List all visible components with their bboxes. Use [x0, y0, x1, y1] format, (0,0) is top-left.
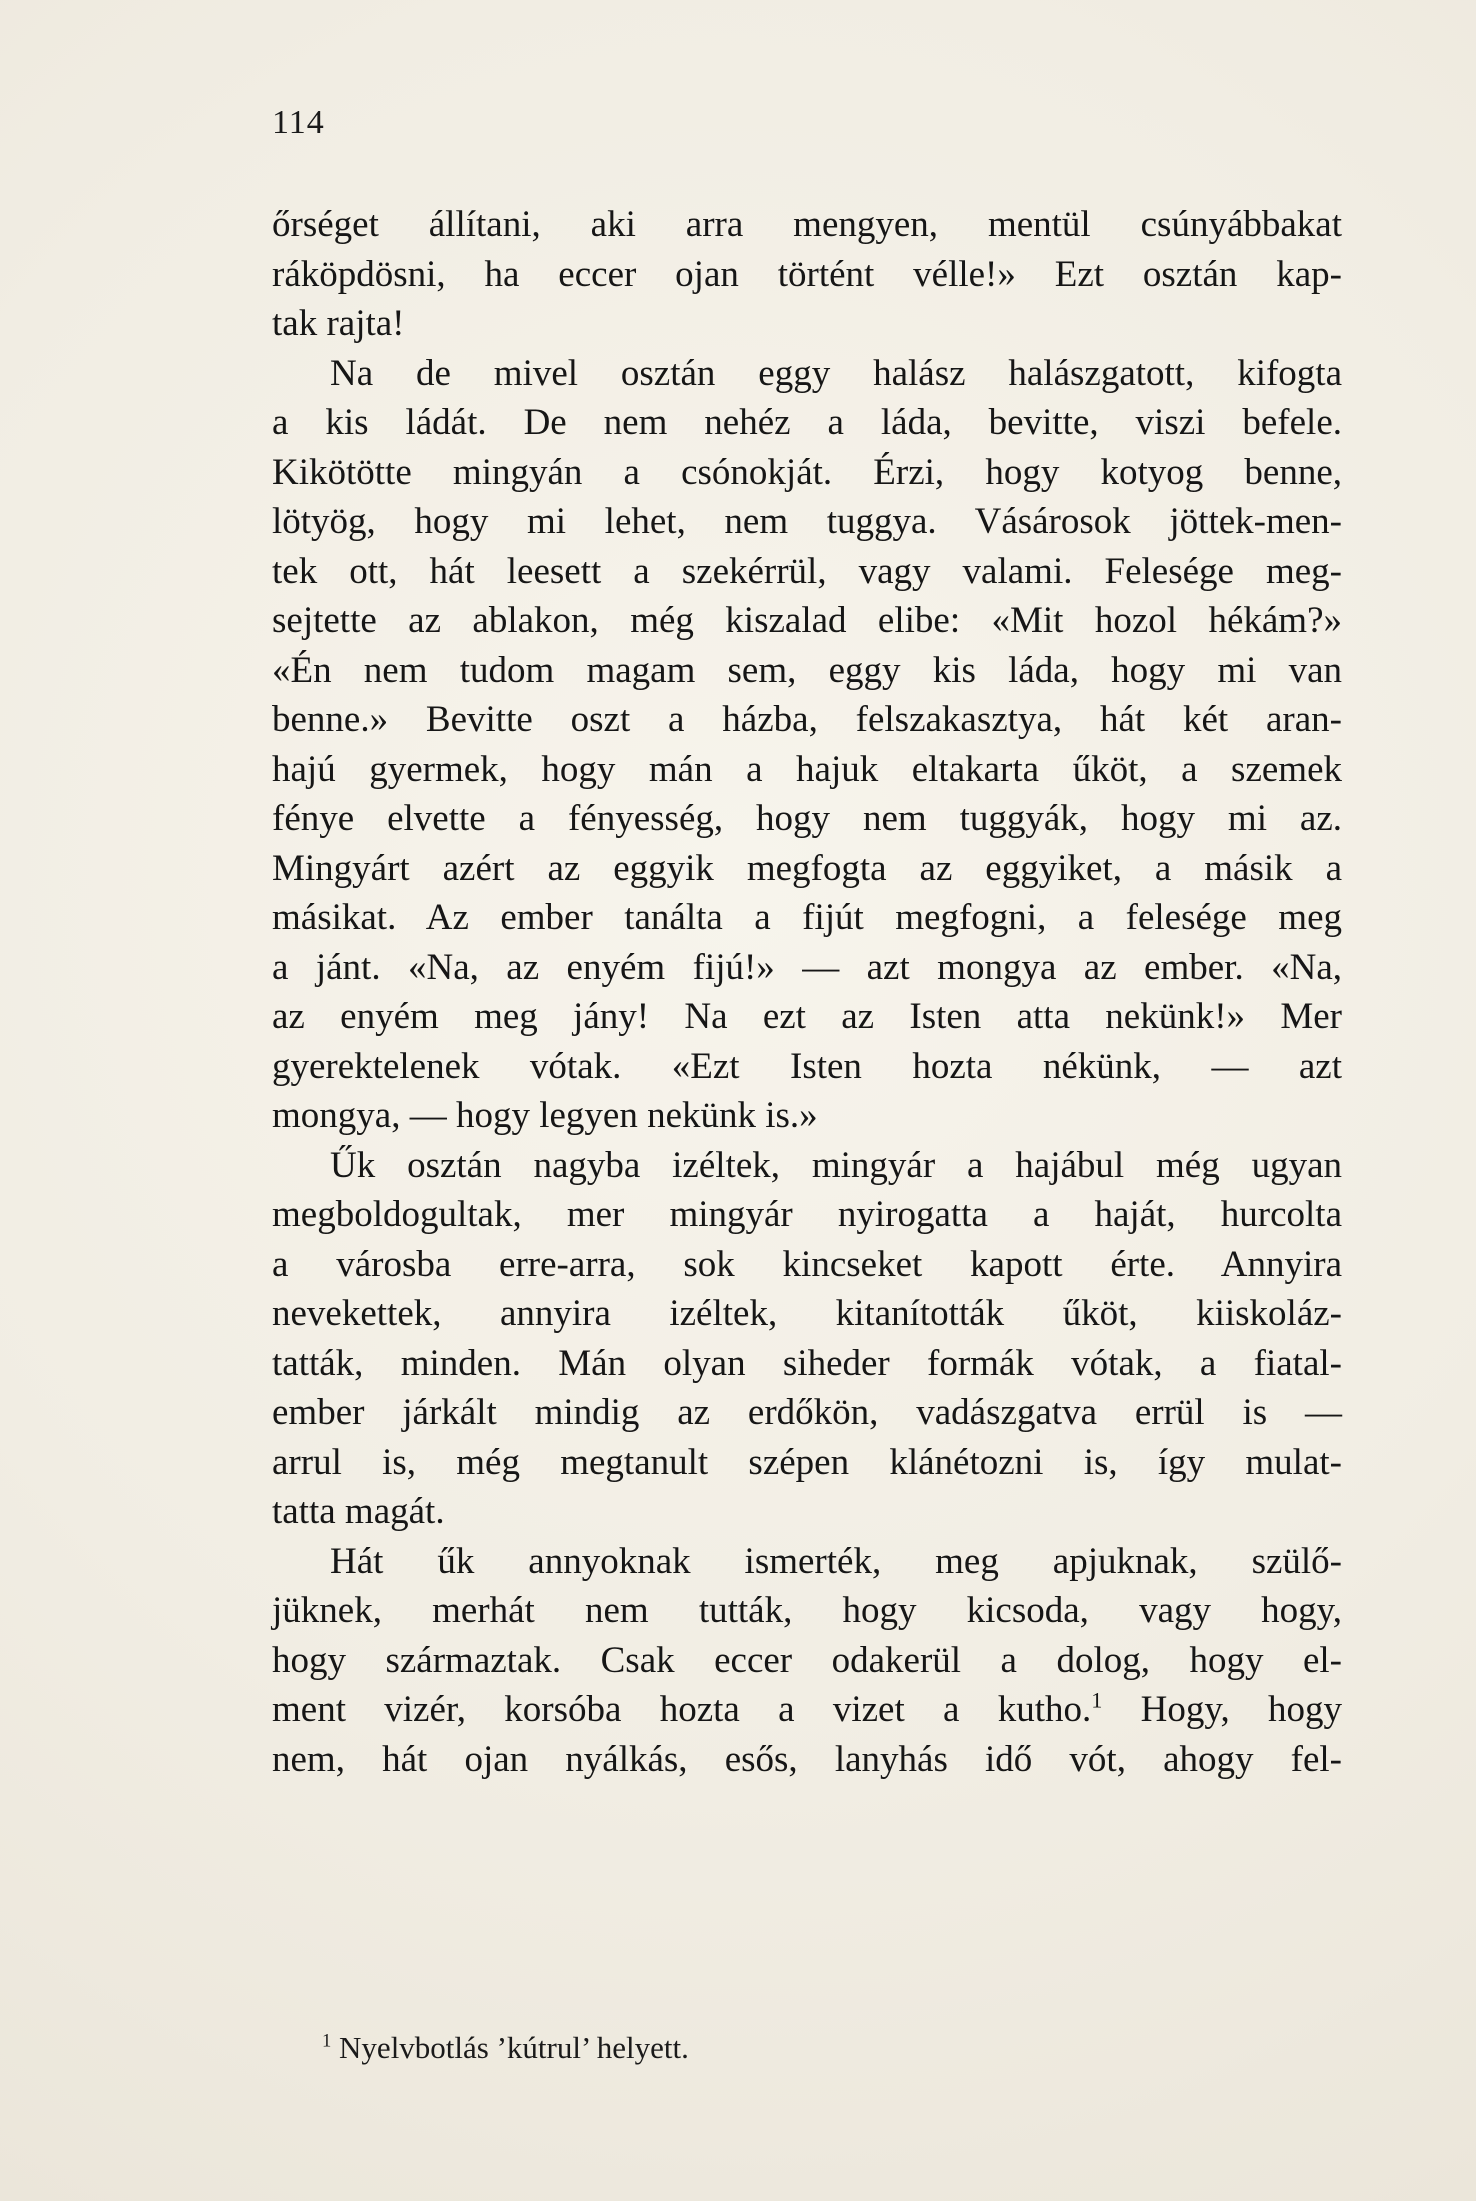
text-line-3: tak rajta! [272, 303, 405, 344]
text-line-22: a városba erre-arra, sok kincseket kapott érte. Annyira [272, 1243, 1342, 1285]
text-line-21: megboldogultak, mer mingyár nyirogatta a haját, hurcolta [272, 1194, 1342, 1235]
text-line-20: Űk osztán nagyba izéltek, mingyár a hajábul még ugyan [330, 1144, 1342, 1186]
text-line-8: tek ott, hát leesett a szekérrül, vagy valami. Felesége meg- [272, 550, 1342, 592]
text-line-6: Kikötötte mingyán a csónokját. Érzi, hogy kotyog benne, [272, 451, 1342, 493]
text-line-19: mongya, — hogy legyen nekünk is.» [272, 1095, 818, 1136]
text-line-27: tatta magát. [272, 1491, 445, 1532]
text-line-31-main: ment vizér, korsóba hozta a vizet a kutho. [272, 1689, 1092, 1730]
text-line-5: a kis ládát. De nem nehéz a láda, bevitte, viszi befele. [272, 402, 1342, 443]
text-line-26: arrul is, még megtanult szépen klánétozni is, így mulat- [272, 1441, 1342, 1483]
footnote-ref-marker: 1 [1091, 1687, 1103, 1713]
text-line-4: Na de mivel osztán eggy halász halászgatott, kifogta [330, 352, 1342, 394]
text-line-23: nevekettek, annyira izéltek, kitanították űköt, kiiskoláz- [272, 1293, 1342, 1334]
text-line-32: nem, hát ojan nyálkás, esős, lanyhás idő vót, ahogy fel- [272, 1738, 1342, 1780]
text-line-13: fénye elvette a fényesség, hogy nem tuggyák, hogy mi az. [272, 798, 1342, 839]
text-line-15: másikat. Az ember tanálta a fijút megfogni, a felesége meg [272, 897, 1342, 938]
text-line-25: ember járkált mindig az erdőkön, vadászgatva errül is — [272, 1392, 1342, 1433]
footnote [322, 2030, 689, 2066]
body-text [272, 200, 1342, 1784]
text-line-11: benne.» Bevitte oszt a házba, felszakasztya, hát két aran- [272, 699, 1342, 740]
text-line-9: sejtette az ablakon, még kiszalad elibe: «Mit hozol hékám?» [272, 600, 1342, 641]
text-line-16: a jánt. «Na, az enyém fijú!» — azt mongya az ember. «Na, [272, 946, 1342, 988]
text-line-17: az enyém meg jány! Na ezt az Isten atta nekünk!» Mer [272, 996, 1342, 1037]
text-line-30: hogy származtak. Csak eccer odakerül a dolog, hogy el- [272, 1639, 1342, 1681]
text-line-24: tatták, minden. Mán olyan siheder formák vótak, a fiatal- [272, 1342, 1342, 1384]
text-line-28: Hát űk annyoknak ismerték, meg apjuknak, szülő- [330, 1540, 1342, 1582]
text-line-7: lötyög, hogy mi lehet, nem tuggya. Vásárosok jöttek-men- [272, 501, 1342, 542]
text-line-1: őrséget állítani, aki arra mengyen, mentül csúnyábbakat [272, 204, 1342, 245]
text-line-18: gyerektelenek vótak. «Ezt Isten hozta nékünk, — azt [272, 1045, 1342, 1087]
footnote-marker: 1 [322, 2030, 332, 2052]
footnote-text: Nyelvbotlás ’kútrul’ helyett. [339, 2030, 689, 2065]
page-number: 114 [272, 104, 325, 141]
text-line-2: ráköpdösni, ha eccer ojan történt vélle!» Ezt osztán kap- [272, 253, 1342, 295]
text-line-14: Mingyárt azért az eggyik megfogta az eggyiket, a másik a [272, 847, 1342, 889]
text-line-12: hajú gyermek, hogy mán a hajuk eltakarta űköt, a szemek [272, 748, 1342, 790]
text-line-31-suffix: Hogy, hogy [1102, 1689, 1342, 1730]
text-line-31 [272, 1685, 1342, 1735]
text-line-10: «Én nem tudom magam sem, eggy kis láda, hogy mi van [272, 649, 1342, 691]
text-line-29: jüknek, merhát nem tutták, hogy kicsoda, vagy hogy, [272, 1590, 1342, 1631]
